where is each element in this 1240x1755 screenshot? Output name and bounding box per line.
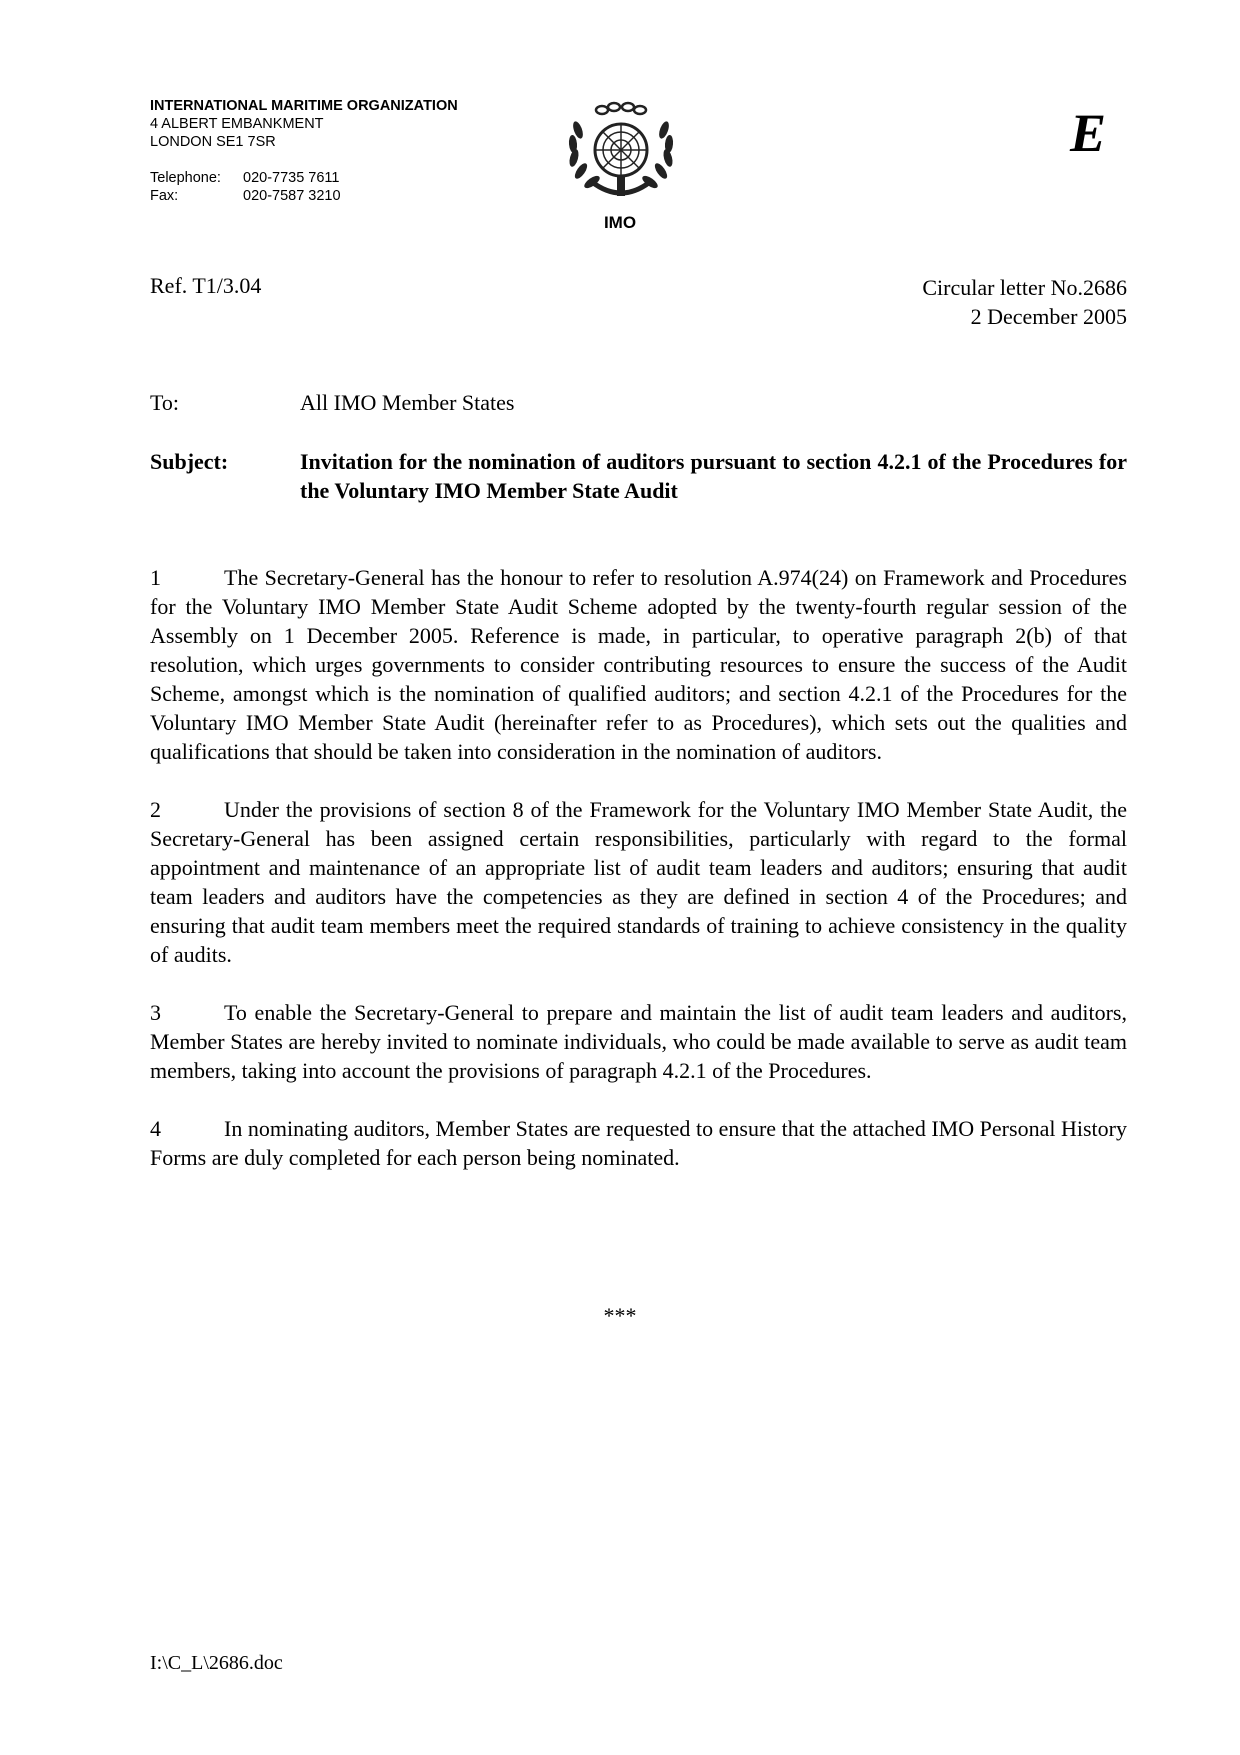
org-name: INTERNATIONAL MARITIME ORGANIZATION — [150, 98, 458, 114]
address-line-1: 4 ALBERT EMBANKMENT — [150, 116, 324, 132]
paragraph-number: 2 — [150, 797, 161, 822]
paragraph-text: To enable the Secretary-General to prepare and maintain the list of audit team leaders and auditors, Member States are hereby invited to nominate individuals, who could be made available to serve as audit team members, taking into account the provisions of paragraph 4.2.1 of the Procedures. — [150, 1000, 1127, 1083]
subject-value: Invitation for the nomination of auditors pursuant to section 4.2.1 of the Procedures for the Voluntary IMO Member State Audit — [300, 449, 1127, 503]
telephone-number: 020-7735 7611 — [243, 170, 340, 186]
address-line-2: LONDON SE1 7SR — [150, 134, 276, 150]
language-code: E — [1070, 103, 1107, 163]
telephone-label: Telephone: — [150, 170, 221, 186]
emblem-label: IMO — [603, 213, 637, 232]
letterhead-address — [150, 97, 458, 205]
paragraph-1 — [150, 563, 1127, 766]
footer-file-path: I:\C_L\2686.doc — [150, 1652, 283, 1674]
subject-label: Subject: — [150, 449, 229, 474]
paragraph-2 — [150, 795, 1127, 969]
paragraph-text: The Secretary-General has the honour to refer to resolution A.974(24) on Framework and Procedures for the Voluntary IMO Member State Audit Scheme adopted by the twenty-fourth regular session of the Assembly on 1 December 2005. Reference is made, in particular, to operative paragraph 2(b) of that resolution, which urges governments to consider contributing resources to ensure the success of the Audit Scheme, amongst which is the nomination of qualified auditors; and section 4.2.1 of the Procedures for the Voluntary IMO Member State Audit (hereinafter refer to as Procedures), which sets out the qualities and qualifications that should be taken into consideration in the nomination of auditors. — [150, 565, 1127, 764]
to-row — [150, 388, 1127, 417]
contact-block — [150, 169, 458, 205]
imo-emblem-icon — [562, 100, 680, 204]
section-separator: *** — [603, 1303, 637, 1328]
paragraph-number: 3 — [150, 1000, 161, 1025]
circular-letter-number: Circular letter No.2686 — [922, 275, 1127, 300]
subject-row — [150, 447, 1127, 505]
paragraph-text: Under the provisions of section 8 of the Framework for the Voluntary IMO Member State Audit, the Secretary-General has been assigned certain responsibilities, particularly with regard to the formal appointment and maintenance of an appropriate list of audit team leaders and auditors; ensuring that audit team leaders and auditors have the competencies as they are defined in section 4 of the Procedures; and ensuring that audit team members meet the required standards of training to achieve consistency in the quality of audits. — [150, 797, 1127, 967]
to-label: To: — [150, 390, 180, 415]
fax-label: Fax: — [150, 188, 179, 204]
paragraph-number: 4 — [150, 1116, 161, 1141]
paragraph-3 — [150, 998, 1127, 1085]
fax-row — [150, 187, 458, 205]
paragraph-number: 1 — [150, 565, 161, 590]
letter-date: 2 December 2005 — [970, 304, 1127, 329]
letter-body — [150, 563, 1127, 1201]
fax-number: 020-7587 3210 — [243, 188, 341, 204]
paragraph-4 — [150, 1114, 1127, 1172]
circular-letter-block — [922, 273, 1127, 331]
to-value: All IMO Member States — [300, 390, 515, 415]
paragraph-text: In nominating auditors, Member States are requested to ensure that the attached IMO Personal History Forms are duly completed for each person being nominated. — [150, 1116, 1127, 1170]
reference-number: Ref. T1/3.04 — [150, 273, 262, 298]
telephone-row — [150, 169, 458, 187]
